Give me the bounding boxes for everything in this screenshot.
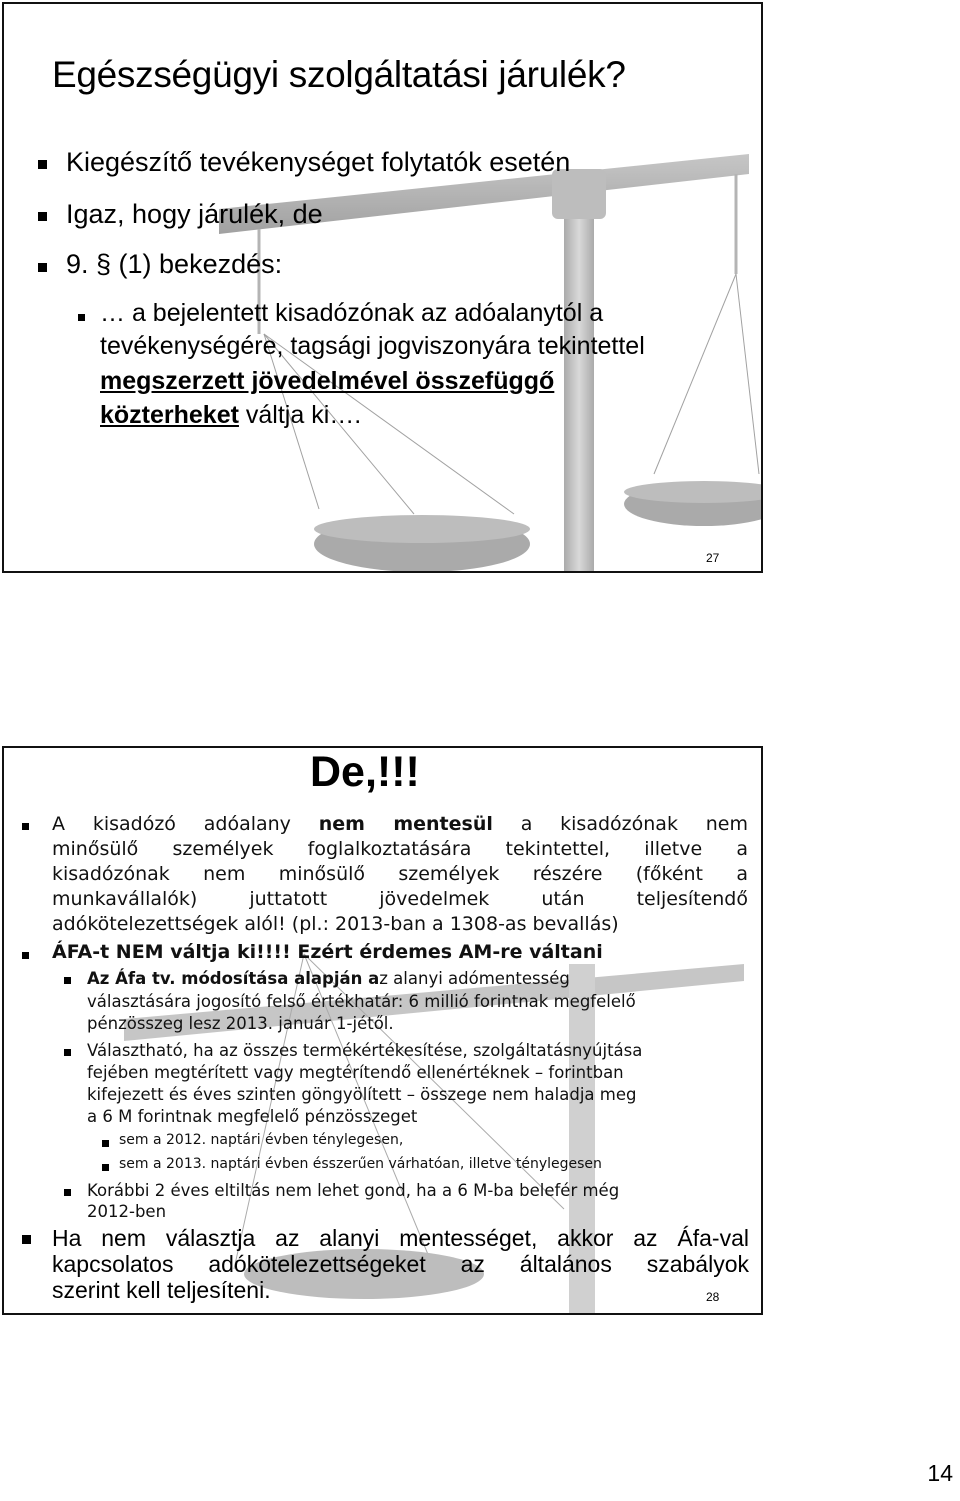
bullet-square-icon [22,952,29,959]
slide-28 [2,746,763,1315]
sub-line: kifejezett és éves szinten göngyölített – összege nem haladja meg [87,1085,637,1104]
sub-bullet-bold: közterheket [100,401,239,429]
bullet-item: Igaz, hogy járulék, de [66,199,323,229]
paragraph-line: Ha nem választja az alanyi mentességet, akkor az Áfa-val [52,1225,749,1251]
bullet-item: 9. § (1) bekezdés: [66,249,283,279]
sub-line: Választható, ha az összes termékértékesítése, szolgáltatásnyújtása [87,1041,643,1060]
sub-line: pénzösszeg lesz 2013. január 1-jétől. [87,1014,394,1033]
paragraph-line: szerint kell teljesíteni. [52,1277,271,1303]
page-footer-number: 14 [927,1460,953,1486]
slide-title: De,!!! [310,748,420,796]
sub-line [87,968,570,989]
text: a kisadózónak nem [492,813,749,835]
bullet-square-icon [38,212,47,221]
paragraph-line: minősülő személyek foglalkoztatására tekintettel, illetve a [52,838,748,860]
sub-bullet-tail: váltja ki…. [238,401,362,429]
paragraph-line: kisadózónak nem minősülő személyek részére (főként a [52,863,748,885]
page-number: 27 [706,551,720,565]
paragraph-bold: ÁFA-t NEM váltja ki!!!! Ezért érdemes AM-re váltani [52,941,603,963]
sub-bullet-bold: megszerzett jövedelmével összefüggő [100,367,555,395]
bullet-square-icon [64,1049,71,1056]
sub-sub-line: sem a 2012. naptári évben ténylegesen, [119,1132,404,1148]
sub-sub-line: sem a 2013. naptári évben ésszerűen várhatóan, illetve ténylegesen [119,1156,602,1172]
sub-bullet-line: tevékenységére, tagsági jogviszonyára tekintettel [100,332,645,360]
bullet-square-icon [64,977,71,984]
page-number: 28 [706,1290,720,1304]
text: A kisadózó adóalany [52,813,319,835]
paragraph-line: kapcsolatos adókötelezettségeket az általános szabályok [52,1251,749,1277]
slide-27 [2,2,763,573]
paragraph-line: munkavállalók) juttatott jövedelmek után teljesítendő [52,888,748,910]
sub-line: fejében megtérített vagy megtérítendő ellenértéknek – forintban [87,1063,624,1082]
bullet-item: Kiegészítő tevékenységet folytatók esetén [66,147,571,177]
bullet-square-icon [64,1189,71,1196]
paragraph-line [52,812,748,836]
sub-line: a 6 M forintnak megfelelő pénzösszeget [87,1107,418,1126]
bullet-square-icon [102,1140,109,1147]
sub-line: választására jogosító felső értékhatár: 6 millió forintnak megfelelő [87,992,636,1011]
sub-bullet-line [100,400,361,431]
sub-line: Korábbi 2 éves eltiltás nem lehet gond, ha a 6 M-ba belefér még [87,1181,620,1200]
bold-text: Az Áfa tv. módosítása alapján a [87,969,380,988]
bold-text: nem mentesül [318,813,493,835]
bullet-square-icon [102,1164,109,1171]
sub-bullet-line: … a bejelentett kisadózónak az adóalanytól a [100,299,604,327]
bullet-square-icon [38,263,47,272]
sub-line: 2012-ben [87,1202,167,1221]
slide-title: Egészségügyi szolgáltatási járulék? [52,54,626,95]
bullet-square-icon [22,823,29,830]
bullet-square-icon [38,160,47,169]
text: z alanyi adómentesség [379,969,570,988]
paragraph-line: adókötelezettségek alól! (pl.: 2013-ban a 1308-as bevallás) [52,913,619,935]
bullet-square-icon [78,314,85,321]
bullet-square-icon [22,1235,31,1244]
